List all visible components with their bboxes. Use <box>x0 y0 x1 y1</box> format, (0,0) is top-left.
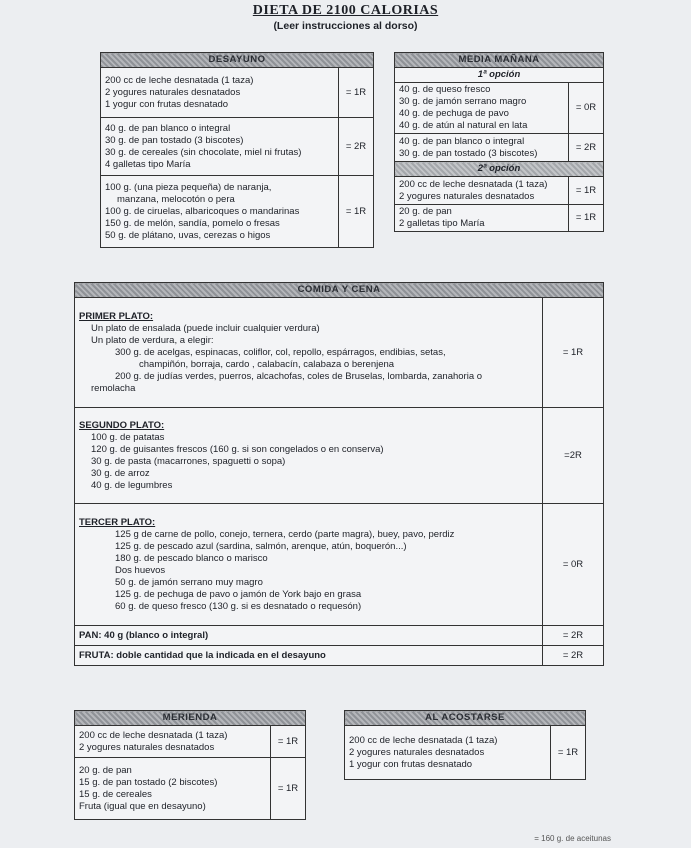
ration-value: = 2R <box>569 134 604 162</box>
media-manana-header: MEDIA MAÑANA <box>395 53 604 68</box>
ration-value: =2R <box>543 408 604 504</box>
food-line: 40 g. de pechuga de pavo <box>399 108 509 119</box>
food-line: 30 g. de pan tostado (3 biscotes) <box>105 134 244 146</box>
merienda-header: MERIENDA <box>75 711 306 726</box>
food-line: Un plato de verdura, a elegir: <box>91 334 214 346</box>
desayuno-group-3 <box>101 176 339 248</box>
ration-value: = 2R <box>543 646 604 666</box>
desayuno-group-2 <box>101 118 339 176</box>
food-line: 30 g. de cereales (sin chocolate, miel ni frutas) <box>105 146 302 158</box>
food-line: 200 cc de leche desnatada (1 taza) <box>79 729 228 741</box>
option-2-label: 2ª opción <box>395 162 604 177</box>
food-line: 30 g. de arroz <box>91 467 150 479</box>
comida-cena-header: COMIDA Y CENA <box>75 283 604 298</box>
ration-value: = 2R <box>339 118 374 176</box>
ration-value: = 1R <box>271 758 306 820</box>
food-line: 100 g. de ciruelas, albaricoques o mandarinas <box>105 205 300 217</box>
food-line: 180 g. de pescado blanco o marisco <box>115 552 268 564</box>
media-manana-group-4 <box>395 205 569 232</box>
page-subtitle: (Leer instrucciones al dorso) <box>273 20 418 32</box>
acostarse-table <box>344 710 586 780</box>
food-line: remolacha <box>91 382 136 394</box>
food-line: 30 g. de jamón serrano magro <box>399 96 527 107</box>
segundo-plato-label: SEGUNDO PLATO: <box>79 419 165 431</box>
food-line: 1 yogur con frutas desnatado <box>349 758 473 770</box>
food-line: 2 yogures naturales desnatados <box>399 190 535 202</box>
page-title: DIETA DE 2100 CALORIAS <box>252 3 439 18</box>
footer-text: = 160 g. de aceitunas <box>534 834 611 843</box>
food-line: 125 g. de pechuga de pavo o jamón de York bajo en grasa <box>115 588 362 600</box>
ration-value: = 1R <box>551 726 586 780</box>
media-manana-group-3 <box>395 177 569 205</box>
food-line: 20 g. de pan <box>399 206 452 217</box>
pan-cell <box>75 626 543 646</box>
desayuno-header: DESAYUNO <box>101 53 374 68</box>
food-line: 125 g. de pescado azul (sardina, salmón, arenque, atún, boquerón...) <box>115 540 407 552</box>
segundo-plato-cell <box>75 408 543 504</box>
food-line: 40 g. de pan blanco o integral <box>399 135 525 147</box>
option-1-label: 1ª opción <box>395 68 604 83</box>
ration-value: = 1R <box>569 205 604 232</box>
food-line: 120 g. de guisantes frescos (160 g. si son congelados o en conserva) <box>91 443 384 455</box>
merienda-group-1 <box>75 726 271 758</box>
primer-plato-label: PRIMER PLATO: <box>79 310 154 322</box>
food-line: 50 g. de jamón serrano muy magro <box>115 576 263 588</box>
food-line: 2 galletas tipo María <box>399 218 485 229</box>
media-manana-group-1 <box>395 83 569 134</box>
food-line: 40 g. de pan blanco o integral <box>105 122 231 134</box>
food-line: manzana, melocotón o pera <box>117 193 235 205</box>
food-line: 30 g. de pan tostado (3 biscotes) <box>399 147 538 159</box>
food-line: 2 yogures naturales desnatados <box>349 746 485 758</box>
tercer-plato-label: TERCER PLATO: <box>79 516 156 528</box>
food-line: 40 g. de atún al natural en lata <box>399 120 528 131</box>
food-line: 50 g. de plátano, uvas, cerezas o higos <box>105 229 271 241</box>
food-line: 200 cc de leche desnatada (1 taza) <box>349 734 498 746</box>
acostarse-group <box>345 726 551 780</box>
desayuno-table <box>100 52 374 248</box>
comida-cena-table <box>74 282 604 666</box>
ration-value: = 1R <box>339 68 374 118</box>
tercer-plato-cell <box>75 504 543 626</box>
food-line: Fruta (igual que en desayuno) <box>79 800 206 812</box>
primer-plato-cell <box>75 298 543 408</box>
ration-value: = 1R <box>569 177 604 205</box>
food-line: 100 g. de patatas <box>91 431 165 443</box>
fruta-text: FRUTA: doble cantidad que la indicada en el desayuno <box>79 649 326 661</box>
food-line: 1 yogur con frutas desnatado <box>105 98 229 110</box>
food-line: 125 g de carne de pollo, conejo, ternera, cerdo (parte magra), buey, pavo, perdiz <box>115 528 455 540</box>
food-line: 40 g. de queso fresco <box>399 84 491 95</box>
ration-value: = 1R <box>339 176 374 248</box>
merienda-group-2 <box>75 758 271 820</box>
media-manana-table <box>394 52 604 232</box>
food-line: Dos huevos <box>115 564 166 576</box>
ration-value: = 1R <box>543 298 604 408</box>
desayuno-group-1 <box>101 68 339 118</box>
food-line: 30 g. de pasta (macarrones, spaguetti o sopa) <box>91 455 286 467</box>
food-line: 2 yogures naturales desnatados <box>105 86 241 98</box>
food-line: 2 yogures naturales desnatados <box>79 741 215 753</box>
fruta-cell <box>75 646 543 666</box>
food-line: 60 g. de queso fresco (130 g. si es desnatado o requesón) <box>115 600 362 612</box>
media-manana-group-2 <box>395 134 569 162</box>
food-line: 4 galletas tipo María <box>105 158 191 170</box>
food-line: 300 g. de acelgas, espinacas, coliflor, col, repollo, espárragos, endibias, setas, <box>115 346 446 358</box>
ration-value: = 1R <box>271 726 306 758</box>
acostarse-header: AL ACOSTARSE <box>345 711 586 726</box>
pan-text: PAN: 40 g (blanco o integral) <box>79 629 209 641</box>
ration-value: = 0R <box>543 504 604 626</box>
food-line: 150 g. de melón, sandía, pomelo o fresas <box>105 217 280 229</box>
food-line: 100 g. (una pieza pequeña) de naranja, <box>105 181 272 193</box>
food-line: 200 g. de judías verdes, puerros, alcachofas, coles de Bruselas, lombarda, zanahoria o <box>115 370 483 382</box>
food-line: 20 g. de pan <box>79 764 132 776</box>
food-line: 40 g. de legumbres <box>91 479 173 491</box>
food-line: 15 g. de pan tostado (2 biscotes) <box>79 776 218 788</box>
food-line: 200 cc de leche desnatada (1 taza) <box>105 74 254 86</box>
food-line: champiñón, borraja, cardo , calabacín, calabaza o berenjena <box>139 358 395 370</box>
ration-value: = 2R <box>543 626 604 646</box>
food-line: 15 g. de cereales <box>79 788 152 800</box>
food-line: Un plato de ensalada (puede incluir cualquier verdura) <box>91 322 320 334</box>
food-line: 200 cc de leche desnatada (1 taza) <box>399 178 548 190</box>
merienda-table <box>74 710 306 820</box>
ration-value: = 0R <box>569 83 604 134</box>
